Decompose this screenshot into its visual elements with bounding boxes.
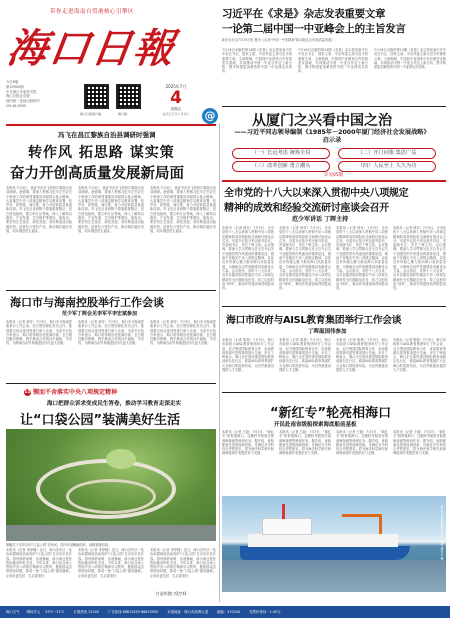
- app-label: 海口日报客户端: [80, 112, 102, 116]
- story-body: 本报讯（记者 王毅）7月3日，“新红专”轮停靠海口，这艘科考船将开展深海探测等科研任务。据介绍，该船配备先进的探测设备，可满足多学科综合考察需求，将为海洋科学研究和深海资源开发提供有力支撑。: [222, 430, 274, 456]
- story-body: 本报讯（记者 王毅）7月3日，“新红专”轮停靠海口，这艘科考船将开展深海探测等科研任务。据介绍，该船配备先进的探测设备，可满足多学科综合考察需求，将为海洋科学研究和深海资源开发提供有力支撑。: [393, 430, 446, 456]
- footer-item: 本报地址：海口市滨海大道: [167, 610, 208, 614]
- section-item[interactable]: （一）长远考虑 统筹全局: [232, 148, 330, 159]
- app-label: 海口网: [118, 112, 128, 116]
- story-body: 本报讯（记者 林芳）7月3日，全市党的十八大以来深入贯彻中央八项规定精神的成效和经验交流研讨座谈会召开。市委书记范少军出席并讲话，市委副书记、市长丁晖主持。会议强调，要深入学习贯彻习近平总书记关于加强党的作风建设的重要论述，锲而不舍落实中央八项规定精神，以优良作风凝心聚力推动海口高质量发展，为海南自由贸易港建设贡献省会力量。会议指出，党的十八大以来，全市各级党组织把落实中央八项规定精神作为长期政治任务，持之以恒纠治“四风”，推动作风建设取得明显成效。: [336, 226, 388, 291]
- xiamen-story: [222, 108, 446, 168]
- photo-caption: 俯瞰位于龙华区的“口袋公园”美舍河，园内步道蜿蜒曲折，绿植错落有致。: [6, 543, 112, 547]
- info-line: 海口日报社出版: [6, 94, 30, 99]
- info-line: 国内统一连续出版物号: [6, 99, 40, 104]
- path-shape: [66, 479, 156, 514]
- story-headline[interactable]: 从厦门之兴看中国之治: [252, 113, 392, 129]
- story-body: 本报讯（记者 陈栋）7月3日，海口市政府与AISL教育集团举行工作会谈，双方围绕国际教育合作、优质教育资源引进等事项进行交流。市长丁晖表示，海口正在加快建设国际教育创新岛先行区，欢迎AISL教育集团扩大在海口的投资布局，为自贸港建设提供人才支撑。: [279, 338, 331, 373]
- badge-number-icon: 15: [24, 390, 31, 395]
- ship-bridge-shape: [262, 518, 312, 535]
- at-logo-icon: @: [202, 108, 218, 124]
- story-body: 本报讯（记者 林芳）7月3日，全市党的十八大以来深入贯彻中央八项规定精神的成效和经验交流研讨座谈会召开。市委书记范少军出席并讲话，市委副书记、市长丁晖主持。会议强调，要深入学习贯彻习近平总书记关于加强党的作风建设的重要论述，锲而不舍落实中央八项规定精神，以优良作风凝心聚力推动海口高质量发展，为海南自由贸易港建设贡献省会力量。会议指出，党的十八大以来，全市各级党组织把落实中央八项规定精神作为长期政治任务，持之以恒纠治“四风”，推动作风建设取得明显成效。: [393, 226, 446, 291]
- story-body: 本报讯（记者 李梦楠）近日，海口龙华区一处由闲置地改造而成的“口袋公园”正式向市民开放。园内绿树成荫、步道蜿蜒，成为周边居民休闲健身的好去处。今年以来，海口结合深入贯彻中央八项规定精神学习教育，聚焦群众急难愁盼问题，推动一批“口袋公园”建设落地，让城市更宜居、生活更美好。: [78, 548, 144, 578]
- qr-code-icon[interactable]: [84, 84, 109, 109]
- photo-caption: “新红专”轮停靠海口码头。记者 康桂全 摄: [440, 504, 444, 561]
- section-item[interactable]: （二）开门问策 集思广益: [338, 148, 436, 159]
- date-day: 4: [170, 88, 182, 108]
- story-body: 本报讯（记者 林芳）7月3日，海口市与海南控股举行工作会谈。双方围绕深化务实合作、推进重点项目建设等进行深入交流。市委书记范少军表示，海口将持续优化营商环境，全力做好服务保障，携手推动合作项目早落地、早见效，为海南自由贸易港建设作出更大贡献。: [150, 320, 216, 346]
- story-kicker: 冯飞在昌江黎族自治县调研时强调: [58, 131, 156, 139]
- footer-item: 晴转多云: [26, 610, 41, 614]
- story-body: 本报讯（记者 陈栋）7月3日，海口市政府与AISL教育集团举行工作会谈，双方围绕国际教育合作、优质教育资源引进等事项进行交流。市长丁晖表示，海口正在加快建设国际教育创新岛先行区，欢迎AISL教育集团扩大在海口的投资布局，为自贸港建设提供人才支撑。: [336, 338, 388, 373]
- footer-item: 邮编：570100: [217, 610, 241, 614]
- qr-code-icon[interactable]: [116, 84, 141, 109]
- story-body: 本报讯（记者 林芳）7月3日，全市党的十八大以来深入贯彻中央八项规定精神的成效和经验交流研讨座谈会召开。市委书记范少军出席并讲话，市委副书记、市长丁晖主持。会议强调，要深入学习贯彻习近平总书记关于加强党的作风建设的重要论述，锲而不舍落实中央八项规定精神，以优良作风凝心聚力推动海口高质量发展，为海南自由贸易港建设贡献省会力量。会议指出，党的十八大以来，全市各级党组织把落实中央八项规定精神作为长期政治任务，持之以恒纠治“四风”，推动作风建设取得明显成效。: [279, 226, 331, 291]
- story-headline[interactable]: 一论第二届中国一中亚峰会上的主旨发言: [222, 23, 406, 35]
- info-line: 今日8版: [6, 80, 19, 84]
- road-shape: [6, 525, 216, 541]
- story-body: 7月16日出版的第14期《求是》杂志将发表中共中央总书记、国家主席、中央军委主席习近平的重要文章。文章强调，中国同中亚国家合作有着坚实基础，共同推动中国一中亚合作迈上新台阶，携手构建更加紧密的中国一中亚命运共同体。: [222, 48, 292, 74]
- jump-link[interactable]: 详见05版: [324, 173, 344, 178]
- story-headline[interactable]: 海口市政府与AISL教育集团举行工作会谈: [226, 315, 402, 326]
- divider: [6, 383, 216, 384]
- info-line: 第10900期: [6, 84, 24, 89]
- story-body: 7月16日出版的第14期《求是》杂志将发表中共中央总书记、国家主席、中央军委主席习近平的重要文章。文章强调，中国同中亚国家合作有着坚实基础，共同推动中国一中亚合作迈上新台阶，携手构建更加紧密的中国一中亚命运共同体。: [374, 48, 446, 70]
- story-body: 本报讯（记者 李梦楠）近日，海口龙华区一处由闲置地改造而成的“口袋公园”正式向市民开放。园内绿树成荫、步道蜿蜒，成为周边居民休闲健身的好去处。今年以来，海口结合深入贯彻中央八项规定精神学习教育，聚焦群众急难愁盼问题，推动一批“口袋公园”建设落地，让城市更宜居、生活更美好。: [6, 548, 72, 578]
- badge-text: 锲而不舍落实中央八项规定精神: [33, 389, 118, 396]
- info-line: 中共海口市委机关报: [6, 89, 37, 94]
- story-headline[interactable]: 习近平在《求是》杂志发表重要文章: [222, 8, 386, 20]
- story-body: 本报讯（记者 王毅）7月3日，“新红专”轮停靠海口，这艘科考船将开展深海探测等科研任务。据介绍，该船配备先进的探测设备，可满足多学科综合考察需求，将为海洋科学研究和深海资源开发提供有力支撑。: [336, 430, 388, 456]
- story-byline: 丁晖温国伟参加: [308, 329, 347, 335]
- ship-photo[interactable]: [222, 496, 446, 592]
- footer-item: 广告热线 66812555 66813555: [107, 610, 159, 614]
- ship-crane-shape: [342, 514, 382, 534]
- story-headline[interactable]: 海口市与海南控股举行工作会谈: [10, 296, 164, 309]
- footnote: 打造休憩口袋空间: [156, 591, 187, 596]
- story-headline[interactable]: 让“口袋公园”装满美好生活: [20, 413, 181, 428]
- footer-bar: [0, 606, 450, 618]
- divider: [6, 124, 216, 126]
- info-line: CN 46-0005: [6, 103, 27, 108]
- footer-item: 零售价每份：1.00元: [249, 610, 281, 614]
- date-lunar: 农历乙巳年六月初十: [162, 112, 190, 116]
- masthead: [6, 4, 216, 120]
- footer-item: 海口天气: [6, 610, 20, 614]
- pocket-park-story: [6, 385, 216, 603]
- story-body: 本报讯 7月3日，省委书记冯飞到昌江黎族自治县调研。他强调，要深入贯彻习近平总书记关于海南工作的系列重要讲话和指示批示精神，认真落实中央八项规定精神学习教育部署，转作风、拓思路、谋实策，奋力开创高质量发展新局面。冯飞先后来到棋子湾旅游度假区、昌江核电基地、霸王岭片区等地，深入了解项目建设、产业发展、生态保护等情况。他指出，要坚持生态优先、绿色发展，用好核电清洁能源优势，培育壮大特色产业，推动城乡融合发展，切实增进民生福祉。: [6, 186, 72, 233]
- top-right-story: [222, 4, 446, 104]
- story-body: 本报讯（记者 陈栋）7月3日，海口市政府与AISL教育集团举行工作会谈，双方围绕国际教育合作、优质教育资源引进等事项进行交流。市长丁晖表示，海口正在加快建设国际教育创新岛先行区，欢迎AISL教育集团扩大在海口的投资布局，为自贸港建设提供人才支撑。: [393, 338, 446, 373]
- story-subhead: ——习近平同志领导编制《1985年－2000年厦门经济社会发展战略》启示录: [234, 129, 430, 144]
- ship-deck-shape: [248, 534, 398, 547]
- section-item[interactable]: （三）改革创新 勇立潮头: [232, 161, 330, 172]
- divider: [222, 392, 446, 393]
- story-body: 本报讯 7月3日，省委书记冯飞到昌江黎族自治县调研。他强调，要深入贯彻习近平总书记关于海南工作的系列重要讲话和指示批示精神，认真落实中央八项规定精神学习教育部署，转作风、拓思路、谋实策，奋力开创高质量发展新局面。冯飞先后来到棋子湾旅游度假区、昌江核电基地、霸王岭片区等地，深入了解项目建设、产业发展、生态保护等情况。他指出，要坚持生态优先、绿色发展，用好核电清洁能源优势，培育壮大特色产业，推动城乡融合发展，切实增进民生福祉。: [78, 186, 144, 233]
- lawn-shape: [106, 449, 136, 469]
- divider: [6, 290, 216, 291]
- masthead-slogan: 带你走进海南自贸港核心引擎区: [50, 9, 135, 15]
- divider: [222, 180, 446, 182]
- issue-info: [6, 80, 56, 109]
- column-divider: [219, 124, 220, 602]
- ship-hull-shape: [240, 546, 410, 560]
- story-kicker: 海口把群众诉求变成民生答卷，推动学习教育走深走实: [46, 401, 182, 407]
- park-photo[interactable]: [6, 429, 216, 541]
- topic-badge: [24, 387, 117, 396]
- ship-story: [222, 396, 446, 596]
- date-block: [152, 84, 200, 116]
- party-story: [222, 184, 446, 304]
- ship-mast-shape: [282, 504, 285, 519]
- story-byline: 范少军丁晖会见李军平李宏斌参加: [62, 311, 138, 317]
- date-weekday: 星期五: [170, 107, 182, 111]
- story-headline[interactable]: 全市党的十八大以来深入贯彻中央八项规定: [224, 188, 409, 199]
- story-headline[interactable]: “新红专”轮亮相海口: [270, 406, 392, 421]
- newspaper-logo: 海口日報: [4, 25, 179, 72]
- divider: [222, 106, 446, 107]
- story-body: 本报讯（记者 林芳）7月3日，全市党的十八大以来深入贯彻中央八项规定精神的成效和经验交流研讨座谈会召开。市委书记范少军出席并讲话，市委副书记、市长丁晖主持。会议强调，要深入学习贯彻习近平总书记关于加强党的作风建设的重要论述，锲而不舍落实中央八项规定精神，以优良作风凝心聚力推动海口高质量发展，为海南自由贸易港建设贡献省会力量。会议指出，党的十八大以来，全市各级党组织把落实中央八项规定精神作为长期政治任务，持之以恒纠治“四风”，推动作风建设取得明显成效。: [222, 226, 274, 291]
- story-deck: 开民赴南省级船探索海底船前基板: [274, 422, 357, 428]
- section-item[interactable]: （四）人民至上 久久为功: [338, 161, 436, 172]
- story-headline[interactable]: 精神的成效和经验交流研讨座谈会召开: [224, 203, 389, 214]
- story-body: 本报讯（记者 林芳）7月3日，海口市与海南控股举行工作会谈。双方围绕深化务实合作、推进重点项目建设等进行深入交流。市委书记范少军表示，海口将持续优化营商环境，全力做好服务保障，携手推动合作项目早落地、早见效，为海南自由贸易港建设作出更大贡献。: [78, 320, 144, 346]
- divider: [222, 306, 446, 307]
- story-body: 本报讯（记者 陈栋）7月3日，海口市政府与AISL教育集团举行工作会谈，双方围绕国际教育合作、优质教育资源引进等事项进行交流。市长丁晖表示，海口正在加快建设国际教育创新岛先行区，欢迎AISL教育集团扩大在海口的投资布局，为自贸港建设提供人才支撑。: [222, 338, 274, 373]
- footer-item: 25℃~31℃: [45, 610, 65, 614]
- dock-shape: [222, 560, 446, 592]
- story-body: 本报讯 7月3日，省委书记冯飞到昌江黎族自治县调研。他强调，要深入贯彻习近平总书记关于海南工作的系列重要讲话和指示批示精神，认真落实中央八项规定精神学习教育部署，转作风、拓思路、谋实策，奋力开创高质量发展新局面。冯飞先后来到棋子湾旅游度假区、昌江核电基地、霸王岭片区等地，深入了解项目建设、产业发展、生态保护等情况。他指出，要坚持生态优先、绿色发展，用好核电清洁能源优势，培育壮大特色产业，推动城乡融合发展，切实增进民生福祉。: [150, 186, 216, 233]
- story-body: 本报讯（记者 林芳）7月3日，海口市与海南控股举行工作会谈。双方围绕深化务实合作、推进重点项目建设等进行深入交流。市委书记范少军表示，海口将持续优化营商环境，全力做好服务保障，携手推动合作项目早落地、早见效，为海南自由贸易港建设作出更大贡献。: [6, 320, 72, 346]
- story-headline[interactable]: 奋力开创高质量发展新局面: [10, 166, 184, 182]
- aisl-story: [222, 310, 446, 390]
- date-month: 2025年7月: [165, 84, 187, 89]
- story-body: 本报讯（记者 王毅）7月3日，“新红专”轮停靠海口，这艘科考船将开展深海探测等科研任务。据介绍，该船配备先进的探测设备，可满足多学科综合考察需求，将为海洋科学研究和深海资源开发提供有力支撑。: [279, 430, 331, 456]
- story-deck: 新华社北京7月15日电 题为《弘扬“中国一中亚精神”推动地区合作高质量发展》: [222, 38, 335, 42]
- story-body: 本报讯（记者 李梦楠）近日，海口龙华区一处由闲置地改造而成的“口袋公园”正式向市民开放。园内绿树成荫、步道蜿蜒，成为周边居民休闲健身的好去处。今年以来，海口结合深入贯彻中央八项规定精神学习教育，聚焦群众急难愁盼问题，推动一批“口袋公园”建设落地，让城市更宜居、生活更美好。: [150, 548, 216, 578]
- hainan-holding-story: [6, 292, 216, 382]
- story-body: 7月16日出版的第14期《求是》杂志将发表中共中央总书记、国家主席、中央军委主席习近平的重要文章。文章强调，中国同中亚国家合作有着坚实基础，共同推动中国一中亚合作迈上新台阶，携手构建更加紧密的中国一中亚命运共同体。: [298, 48, 368, 74]
- footer-item: 订阅热线 12345: [73, 610, 99, 614]
- changjiang-story: [6, 128, 216, 288]
- story-byline: 范少军讲话 丁晖主持: [292, 216, 349, 223]
- story-headline[interactable]: 转作风 拓思路 谋实策: [28, 145, 175, 161]
